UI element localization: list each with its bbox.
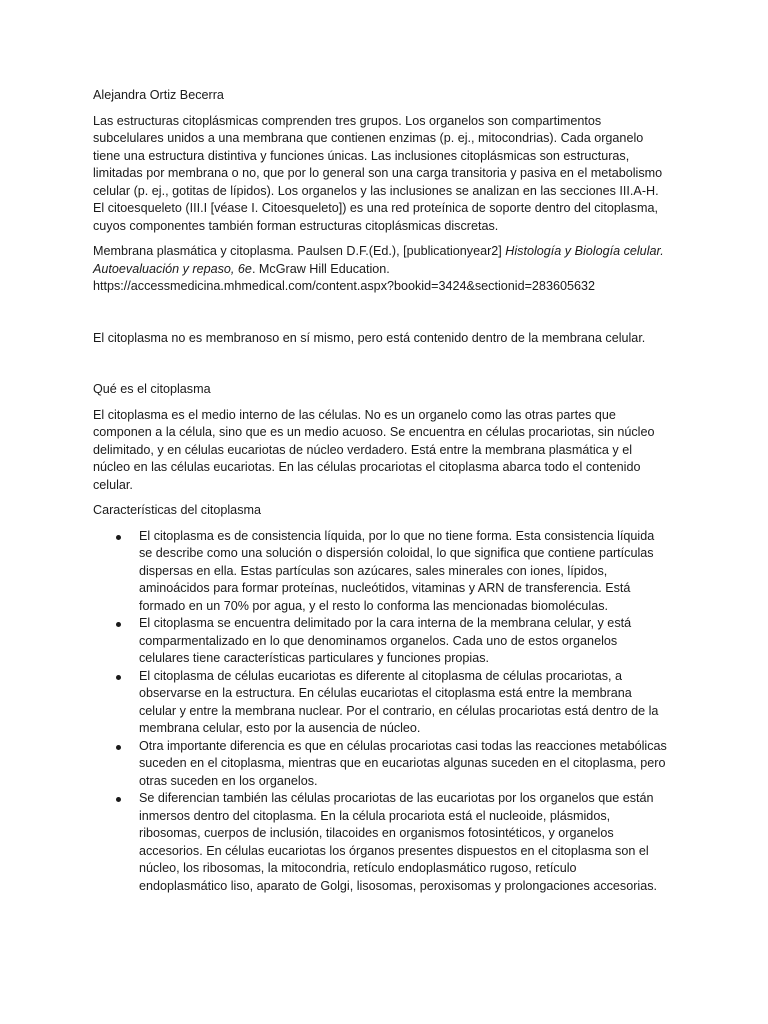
bullet-icon: [116, 797, 121, 802]
list-item-text: Se diferencian también las células procariotas de las eucariotas por los organelos que están inmersos dentro del citoplasma. En la célula procariota está el nucleoide, plásmidos, ribosomas, cuerpos de inclusión, tilacoides en organismos fotosintéticos, y organelos accesorios. En células eucariotas los órganos presentes dispuestos en el citoplasma son el núcleo, los ribosomas, la mitocondria, retículo endoplasmático rugoso, retículo endoplasmático liso, aparato de Golgi, lisosomas, peroxisomas y prolongaciones accesorias.: [139, 791, 658, 893]
list-item: [93, 738, 668, 791]
list-item-text: El citoplasma de células eucariotas es diferente al citoplasma de células procariotas, a observarse en la estructura. En células eucariotas el citoplasma está entre la membrana celular y entre la membrana nuclear. Por el contrario, en células procariotas está dentro de la membrana celular, esto por la ausencia de núcleo.: [139, 668, 659, 735]
list-item-text: El citoplasma se encuentra delimitado por la cara interna de la membrana celular, y está comparmentalizado en lo que denominamos organelos. Cada uno de estos organelos celulares tiene características particulares y funciones propias.: [139, 616, 632, 665]
list-item-text: Otra importante diferencia es que en células procariotas casi todas las reacciones metabólicas suceden en el citoplasma, mientras que en eucariotas algunas suceden en el citoplasma, pero otras suceden en los organelos.: [139, 738, 667, 788]
citation-url: https://accessmedicina.mhmedical.com/content.aspx?bookid=3424&sectionid=283605632: [93, 279, 595, 293]
citation-prefix: Membrana plasmática y citoplasma. Paulsen D.F.(Ed.), [publicationyear2]: [93, 244, 506, 258]
citation-paragraph: [93, 243, 668, 296]
bullet-icon: [116, 622, 121, 627]
list-item: [93, 615, 668, 668]
section-body-que-es: El citoplasma es el medio interno de las células. No es un organelo como las otras partes que componen a la célula, sino que es un medio acuoso. Se encuentra en células procariotas, sin núcleo delimitado, y en células eucariotas de núcleo verdadero. Está entre la membrana plasmática y el núcleo en las células eucariotas. En las células procariotas el citoplasma abarca todo el contenido celular.: [93, 407, 655, 492]
author-name: Alejandra Ortiz Becerra: [93, 88, 224, 102]
characteristics-list: [93, 528, 668, 896]
list-item: [93, 790, 668, 895]
bullet-icon: [116, 535, 121, 540]
list-item: [93, 528, 668, 616]
citation-title: Histología y Biología celular. Autoevaluación y repaso, 6e: [93, 244, 664, 276]
list-item-text: El citoplasma es de consistencia líquida, por lo que no tiene forma. Esta consistencia líquida se describe como una solución o dispersión coloidal, lo que significa que contiene partículas dispersas en ella. Estas partículas son azúcares, sales minerales con iones, lípidos, aminoácidos para formar proteínas, nucleótidos, vitaminas y ARN de transferencia. Está formado en un 70% por agua, y el resto lo conforma las mencionadas biomoléculas.: [139, 528, 655, 613]
bullet-icon: [116, 745, 121, 750]
section-heading-que-es: Qué es el citoplasma: [93, 382, 211, 396]
citation-suffix: . McGraw Hill Education.: [251, 261, 390, 276]
bullet-icon: [116, 675, 121, 680]
statement-paragraph: El citoplasma no es membranoso en sí mismo, pero está contenido dentro de la membrana celular.: [93, 330, 646, 345]
list-item: [93, 668, 668, 738]
section-heading-caracteristicas: Características del citoplasma: [93, 503, 261, 517]
intro-paragraph: Las estructuras citoplásmicas comprenden tres grupos. Los organelos son compartimentos subcelulares unidos a una membrana que contienen enzimas (p. ej., mitocondrias). Cada organelo tiene una estructura distintiva y funciones únicas. Las inclusiones citoplásmicas son estructuras, limitadas por membrana o no, que por lo general son una carga transitoria y pasiva en el metabolismo celular (p. ej., gotitas de lípidos). Los organelos y las inclusiones se analizan en las secciones III.A-H. El citoesqueleto (III.I [véase I. Citoesqueleto]) es una red proteínica de soporte dentro del citoplasma, cuyos componentes también forman estructuras citoplásmicas discretas.: [93, 113, 663, 233]
